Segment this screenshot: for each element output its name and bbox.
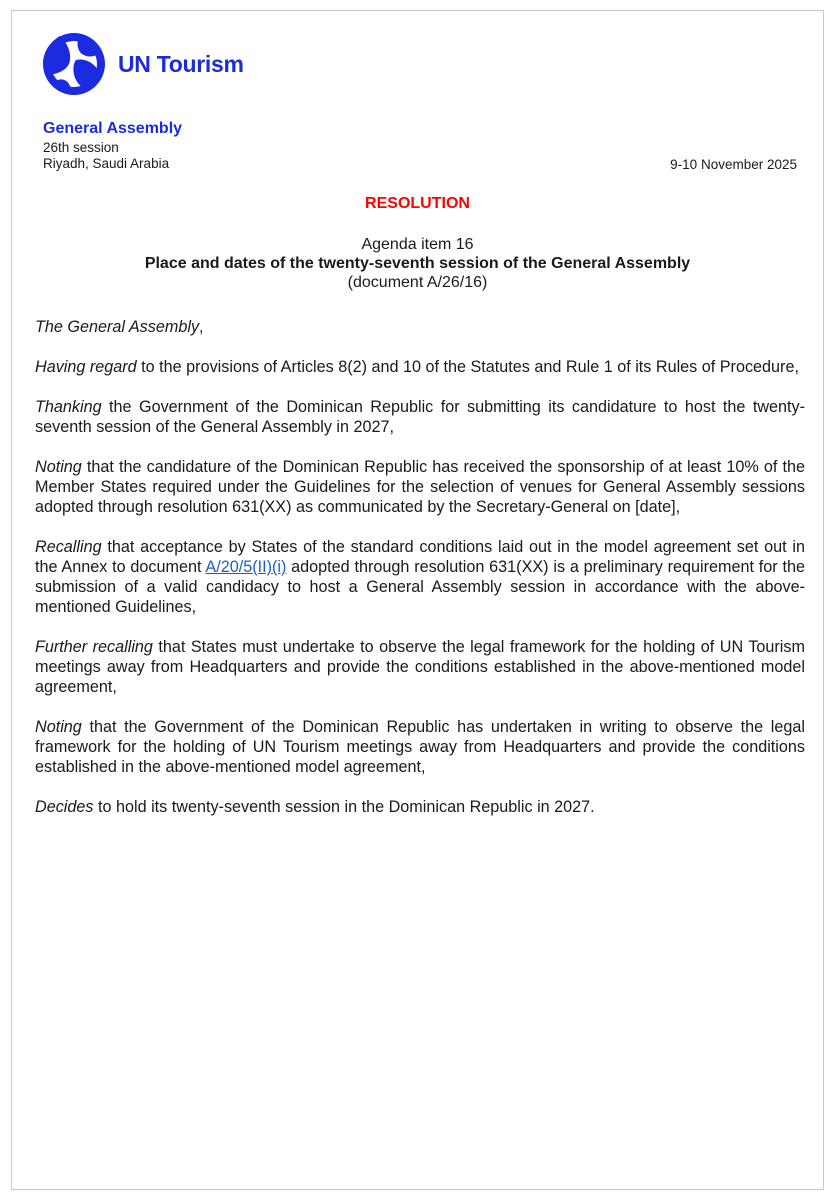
preamble-paragraph	[35, 717, 805, 777]
paragraph-text: adopted through resolution 631(XX) is a preliminary requirement for the submission of a valid candidacy to host a General Assembly session in accordance with the above-mentioned Guidelines,	[35, 558, 805, 616]
preamble-paragraph	[35, 457, 805, 517]
assembly-info	[43, 119, 182, 172]
paragraph-text: that the candidature of the Dominican Republic has received the sponsorship of at least 10% of the Member States required under the Guidelines for the selection of venues for General Assembly sessions adopted through resolution 631(XX) as communicated by the Secretary-General on [date],	[35, 458, 805, 516]
agenda-item: Agenda item 16	[361, 236, 474, 253]
paragraph-lead: The General Assembly	[35, 318, 200, 336]
operative-paragraph	[35, 797, 805, 817]
resolution-heading: RESOLUTION	[365, 195, 470, 212]
resolution-body	[35, 317, 805, 837]
session-date: 9-10 November 2025	[670, 157, 797, 172]
logo	[40, 30, 244, 98]
paragraph-text: to hold its twenty-seventh session in the Dominican Republic in 2027.	[93, 798, 595, 816]
session-number: 26th session	[43, 140, 119, 155]
paragraph-lead: Recalling	[35, 538, 102, 556]
paragraph-lead: Decides	[35, 798, 94, 816]
paragraph-lead: Further recalling	[35, 638, 153, 656]
paragraph-lead: Noting	[35, 718, 82, 736]
agenda-block	[0, 235, 835, 292]
paragraph-text: to the provisions of Articles 8(2) and 10 of the Statutes and Rule 1 of its Rules of Procedure,	[136, 358, 799, 376]
logo-text: UN Tourism	[118, 50, 244, 77]
paragraph-lead: Having regard	[35, 358, 137, 376]
document-link[interactable]: A/20/5(II)(i)	[205, 558, 287, 576]
resolution-subject: Place and dates of the twenty-seventh session of the General Assembly	[144, 255, 691, 272]
paragraph-text: that acceptance by States of the standard conditions laid out in the model agreement set out in the Annex to document	[35, 538, 805, 576]
session-location: Riyadh, Saudi Arabia	[43, 156, 170, 171]
preamble-paragraph	[35, 537, 805, 617]
assembly-title: General Assembly	[43, 120, 183, 137]
paragraph-lead: Thanking	[35, 398, 102, 416]
un-tourism-globe-icon	[40, 30, 108, 98]
paragraph-text: that the Government of the Dominican Republic has undertaken in writing to observe the legal framework for the holding of UN Tourism meetings away from Headquarters and provide the conditions established in the above-mentioned model agreement,	[35, 718, 805, 776]
paragraph-text: ,	[199, 318, 204, 336]
preamble-paragraph	[35, 397, 805, 437]
document-reference: (document A/26/16)	[347, 274, 488, 291]
paragraph-text: the Government of the Dominican Republic for submitting its candidature to host the twenty-seventh session of the General Assembly in 2027,	[35, 398, 805, 436]
preamble-paragraph	[35, 317, 805, 337]
paragraph-lead: Noting	[35, 458, 82, 476]
preamble-paragraph	[35, 357, 805, 377]
paragraph-text: that States must undertake to observe the legal framework for the holding of UN Tourism meetings away from Headquarters and provide the conditions established in the above-mentioned model agreement,	[35, 638, 805, 696]
preamble-paragraph	[35, 637, 805, 697]
